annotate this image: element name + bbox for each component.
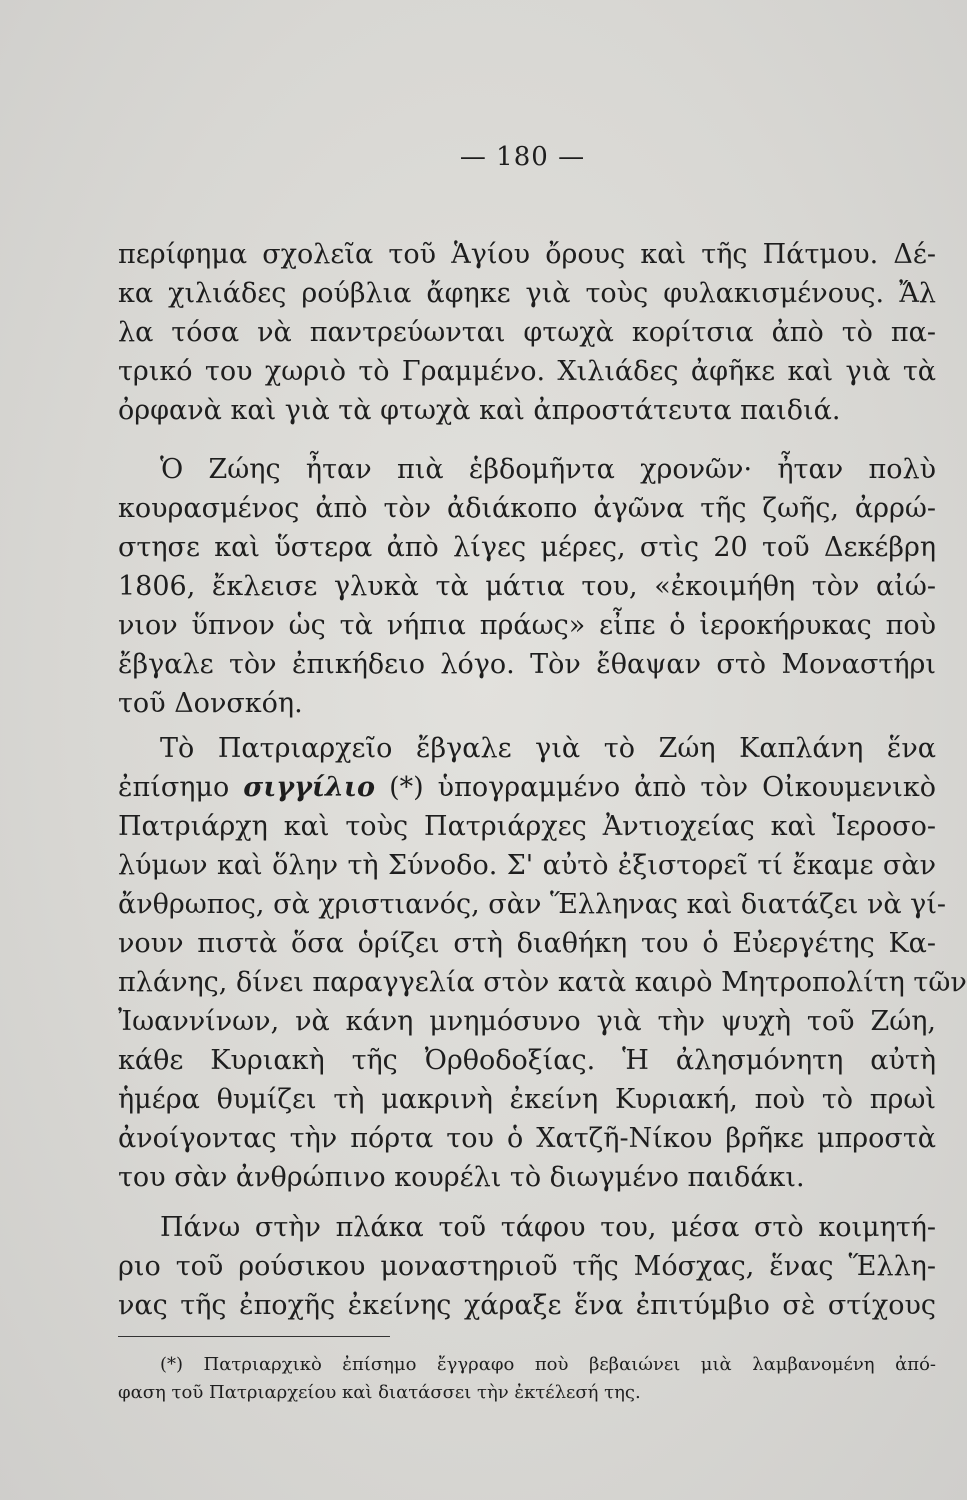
line-text-post: (*) ὑπογραμμένο ἀπὸ τὸν Οἰκουμενικὸ xyxy=(389,772,937,803)
text-line: κουρασμένος ἀπὸ τὸν ἀδιάκοπο ἀγῶνα τῆς ζωῆς, ἀρρώ- xyxy=(118,493,936,524)
text-line: ἄνθρωπος, σὰ χριστιανός, σὰν Ἕλληνας καὶ διατάζει νὰ γί- xyxy=(118,889,947,920)
text-line: στησε καὶ ὕστερα ἀπὸ λίγες μέρες, στὶς 20 τοῦ Δεκέβρη xyxy=(118,532,936,563)
text-line: ἡμέρα θυμίζει τὴ μακρινὴ ἐκείνη Κυριακή, ποὺ τὸ πρωὶ xyxy=(118,1084,936,1115)
text-line: ὀρφανὰ καὶ γιὰ τὰ φτωχὰ καὶ ἀπροστάτευτα παιδιά. xyxy=(118,395,841,426)
text-line: κα χιλιάδες ρούβλια ἄφηκε γιὰ τοὺς φυλακισμένους. Ἄλ xyxy=(118,278,936,309)
line-text-pre: ἐπίσημο xyxy=(118,772,230,803)
text-line: ριο τοῦ ρούσικου μοναστηριοῦ τῆς Μόσχας, ἕνας Ἕλλη- xyxy=(118,1251,936,1282)
text-line: περίφημα σχολεῖα τοῦ Ἁγίου ὄρους καὶ τῆς Πάτμου. Δέ- xyxy=(118,239,936,270)
footnote-line: φαση τοῦ Πατριαρχείου καὶ διατάσσει τὴν ἐκτέλεσή της. xyxy=(118,1382,641,1403)
text-line: 1806, ἔκλεισε γλυκὰ τὰ μάτια του, «ἐκοιμήθη τὸν αἰώ- xyxy=(118,571,936,602)
text-line: του σὰν ἀνθρώπινο κουρέλι τὸ διωγμένο παιδάκι. xyxy=(118,1162,805,1193)
footnote-divider xyxy=(118,1336,390,1337)
text-line: Τὸ Πατριαρχεῖο ἔβγαλε γιὰ τὸ Ζώη Καπλάνη ἕνα xyxy=(160,733,936,764)
text-line: νιον ὕπνον ὡς τὰ νήπια πράως» εἶπε ὁ ἱεροκήρυκας ποὺ xyxy=(118,610,936,641)
text-line: πλάνης, δίνει παραγγελία στὸν κατὰ καιρὸ Μητροπολίτη τῶν xyxy=(118,967,967,998)
text-line: λύμων καὶ ὅλην τὴ Σύνοδο. Σ' αὐτὸ ἐξιστορεῖ τί ἔκαμε σὰν xyxy=(118,850,936,881)
text-line: κάθε Κυριακὴ τῆς Ὀρθοδοξίας. Ἡ ἀλησμόνητη αὐτὴ xyxy=(118,1045,936,1076)
page-number: — 180 — xyxy=(459,142,586,172)
text-line-with-emphasis xyxy=(118,769,936,807)
text-line: νας τῆς ἐποχῆς ἐκείνης χάραξε ἕνα ἐπιτύμβιο σὲ στίχους xyxy=(118,1290,936,1321)
text-line: τρικό του χωριὸ τὸ Γραμμένο. Χιλιάδες ἀφῆκε καὶ γιὰ τὰ xyxy=(118,356,936,387)
footnote-line: (*) Πατριαρχικὸ ἐπίσημο ἔγγραφο ποὺ βεβαιώνει μιὰ λαμβανομένη ἀπό- xyxy=(160,1354,936,1375)
emphasized-term: σιγγίλιο xyxy=(243,772,375,803)
text-line: Πατριάρχη καὶ τοὺς Πατριάρχες Ἀντιοχείας καὶ Ἱεροσο- xyxy=(118,811,936,842)
text-line: ἔβγαλε τὸν ἐπικήδειο λόγο. Τὸν ἔθαψαν στὸ Μοναστήρι xyxy=(118,649,936,680)
text-line: νουν πιστὰ ὅσα ὁρίζει στὴ διαθήκη του ὁ Εὐεργέτης Κα- xyxy=(118,928,936,959)
text-line: Πάνω στὴν πλάκα τοῦ τάφου του, μέσα στὸ κοιμητή- xyxy=(160,1212,936,1243)
text-line: Ὁ Ζώης ἦταν πιὰ ἑβδομῆντα χρονῶν· ἦταν πολὺ xyxy=(160,454,936,485)
text-line: Ἰωαννίνων, νὰ κάνη μνημόσυνο γιὰ τὴν ψυχὴ τοῦ Ζώη, xyxy=(118,1006,936,1037)
text-line: λα τόσα νὰ παντρεύωνται φτωχὰ κορίτσια ἀπὸ τὸ πα- xyxy=(118,317,936,348)
text-line: ἀνοίγοντας τὴν πόρτα του ὁ Χατζῆ-Νίκου βρῆκε μπροστὰ xyxy=(118,1123,936,1154)
text-line: τοῦ Δονσκόη. xyxy=(118,688,303,719)
